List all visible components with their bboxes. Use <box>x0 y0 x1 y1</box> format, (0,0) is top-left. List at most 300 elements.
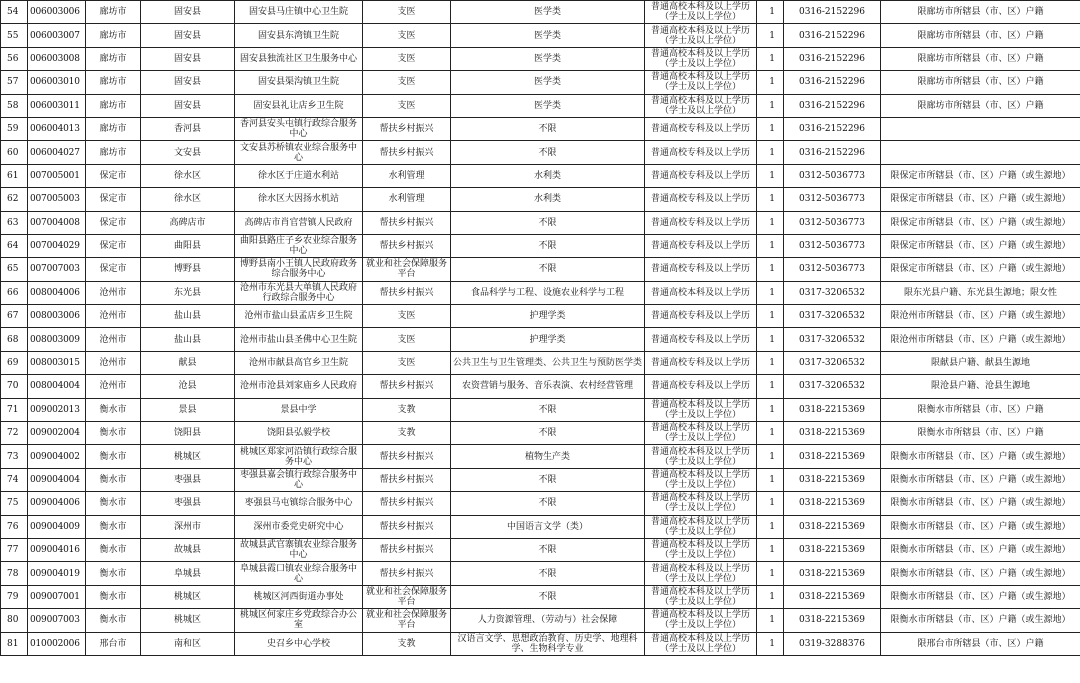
row-number: 60 <box>7 147 19 158</box>
county-cell <box>141 328 235 351</box>
headcount-cell <box>757 351 784 374</box>
eligibility-note: 限衡水市所辖县（市、区）户籍（或生源地） <box>890 568 1071 579</box>
row-number: 76 <box>7 521 19 532</box>
service-type-cell <box>363 117 451 140</box>
major-cell <box>451 492 645 515</box>
eligibility-note: 限沧州市所辖县（市、区）户籍（或生源地） <box>890 334 1071 345</box>
service-type-cell <box>363 492 451 515</box>
county: 景县 <box>178 404 197 415</box>
row-number-cell <box>1 351 28 374</box>
row-number-cell <box>1 305 28 328</box>
major-cell <box>451 538 645 561</box>
county: 献县 <box>178 358 197 369</box>
county-cell <box>141 47 235 70</box>
employer-cell <box>235 164 363 187</box>
education-requirement-cell <box>645 538 757 561</box>
service-type: 帮扶乡村振兴 <box>379 217 434 228</box>
education-requirement: 普通高校本科及以上学历（学士及以上学位） <box>650 399 750 420</box>
headcount: 1 <box>769 615 775 626</box>
contact-phone: 0317-3206532 <box>798 311 866 322</box>
employer-cell <box>235 234 363 257</box>
major-cell <box>451 351 645 374</box>
employer: 固安县渠沟镇卫生院 <box>257 77 339 88</box>
contact-phone-cell <box>784 328 881 351</box>
county-cell <box>141 24 235 47</box>
table-row <box>1 515 1080 538</box>
service-type-cell <box>363 211 451 234</box>
county-cell <box>141 281 235 304</box>
eligibility-note: 限衡水市所辖县（市、区）户籍（或生源地） <box>890 545 1071 556</box>
contact-phone-cell <box>784 94 881 117</box>
employer: 徐水区于庄道水利站 <box>257 170 339 181</box>
employer: 沧州市献县高官乡卫生院 <box>248 358 348 369</box>
employer: 景县中学 <box>280 404 317 415</box>
employer-cell <box>235 94 363 117</box>
contact-phone-cell <box>784 24 881 47</box>
service-type: 帮扶乡村振兴 <box>379 381 434 392</box>
employer: 深州市委党史研究中心 <box>253 521 344 532</box>
contact-phone-cell <box>784 422 881 445</box>
eligibility-note-cell <box>881 234 1080 257</box>
contact-phone: 0312-5036773 <box>798 217 866 228</box>
employer-cell <box>235 141 363 164</box>
position-code-cell <box>28 188 86 211</box>
row-number: 55 <box>7 30 19 41</box>
employer-cell <box>235 609 363 632</box>
city-cell <box>86 632 141 655</box>
employer-cell <box>235 258 363 281</box>
position-code-cell <box>28 538 86 561</box>
contact-phone-cell <box>784 492 881 515</box>
table-row <box>1 375 1080 398</box>
row-number-cell <box>1 609 28 632</box>
contact-phone: 0318-2215369 <box>798 568 866 579</box>
major: 不限 <box>538 498 557 509</box>
county: 枣强县 <box>173 475 201 485</box>
position-code-cell <box>28 492 86 515</box>
contact-phone: 0317-3206532 <box>798 358 866 369</box>
education-requirement-cell <box>645 398 757 421</box>
position-code-cell <box>28 351 86 374</box>
employer-cell <box>235 47 363 70</box>
education-requirement-cell <box>645 562 757 585</box>
county-cell <box>141 515 235 538</box>
education-requirement-cell <box>645 141 757 164</box>
table-body <box>1 1 1080 656</box>
row-number-cell <box>1 24 28 47</box>
contact-phone: 0316-2152296 <box>798 77 866 88</box>
headcount-cell <box>757 492 784 515</box>
contact-phone: 0316-2152296 <box>798 100 866 111</box>
city-cell <box>86 468 141 491</box>
eligibility-note-cell <box>881 24 1080 47</box>
employer-cell <box>235 398 363 421</box>
employer-cell <box>235 422 363 445</box>
eligibility-note: 限衡水市所辖县（市、区）户籍（或生源地） <box>890 615 1071 626</box>
employer: 阜城县霞口镇农业综合服务中心 <box>239 563 357 584</box>
county-cell <box>141 164 235 187</box>
contact-phone-cell <box>784 609 881 632</box>
row-number: 67 <box>7 311 19 322</box>
major-cell <box>451 94 645 117</box>
city: 衡水市 <box>99 591 127 602</box>
contact-phone-cell <box>784 234 881 257</box>
contact-phone: 0318-2215369 <box>798 475 866 485</box>
education-requirement-cell <box>645 47 757 70</box>
eligibility-note: 限廊坊市所辖县（市、区）户籍 <box>917 53 1044 64</box>
county: 阜城县 <box>173 568 201 579</box>
service-type-cell <box>363 375 451 398</box>
row-number-cell <box>1 328 28 351</box>
county-cell <box>141 71 235 94</box>
headcount-cell <box>757 375 784 398</box>
row-number: 66 <box>7 287 19 298</box>
contact-phone: 0318-2215369 <box>798 498 866 509</box>
city: 衡水市 <box>99 498 127 509</box>
education-requirement: 普通高校本科及以上学历（学士及以上学位） <box>650 586 750 607</box>
employer-cell <box>235 445 363 468</box>
city-cell <box>86 585 141 608</box>
row-number-cell <box>1 94 28 117</box>
major: 不限 <box>538 404 557 415</box>
eligibility-note: 限廊坊市所辖县（市、区）户籍 <box>917 77 1044 88</box>
employer-cell <box>235 538 363 561</box>
employer: 桃城区郑家河沿镇行政综合服务中心 <box>239 446 357 467</box>
education-requirement-cell <box>645 422 757 445</box>
position-code-cell <box>28 375 86 398</box>
city: 沧州市 <box>99 334 127 345</box>
city-cell <box>86 234 141 257</box>
eligibility-note: 限邢台市所辖县（市、区）户籍 <box>917 638 1044 649</box>
position-code: 007004008 <box>30 217 80 228</box>
service-type: 支教 <box>397 428 416 439</box>
table-row <box>1 305 1080 328</box>
eligibility-note-cell <box>881 492 1080 515</box>
contact-phone: 0317-3206532 <box>798 334 866 345</box>
county: 固安县 <box>173 30 201 41</box>
major: 医学类 <box>533 7 561 18</box>
service-type: 支教 <box>397 638 416 649</box>
eligibility-note-cell <box>881 328 1080 351</box>
row-number: 78 <box>7 568 19 579</box>
contact-phone: 0318-2215369 <box>798 591 866 602</box>
major: 不限 <box>538 475 557 485</box>
eligibility-note: 限衡水市所辖县（市、区）户籍（或生源地） <box>890 475 1071 485</box>
headcount: 1 <box>769 404 775 415</box>
education-requirement: 普通高校本科及以上学历（学士及以上学位） <box>650 633 750 654</box>
education-requirement: 普通高校本科及以上学历（学士及以上学位） <box>650 95 750 116</box>
row-number-cell <box>1 47 28 70</box>
headcount-cell <box>757 422 784 445</box>
service-type-cell <box>363 585 451 608</box>
education-requirement: 普通高校本科及以上学历（学士及以上学位） <box>650 470 750 490</box>
major: 护理学类 <box>529 311 566 322</box>
employer: 固安县独流社区卫生服务中心 <box>239 53 357 64</box>
employer: 桃城区河西街道办事处 <box>253 591 344 602</box>
table-row <box>1 117 1080 140</box>
education-requirement-cell <box>645 445 757 468</box>
education-requirement-cell <box>645 375 757 398</box>
city: 保定市 <box>99 170 127 181</box>
city-cell <box>86 94 141 117</box>
employer: 博野县南小王镇人民政府政务综合服务中心 <box>239 259 357 280</box>
major-cell <box>451 164 645 187</box>
headcount-cell <box>757 211 784 234</box>
city-cell <box>86 328 141 351</box>
headcount: 1 <box>769 381 775 392</box>
eligibility-note: 限沧县户籍、沧县生源地 <box>930 381 1030 392</box>
city: 保定市 <box>99 264 127 275</box>
position-code-cell <box>28 328 86 351</box>
row-number: 79 <box>7 591 19 602</box>
position-code-cell <box>28 281 86 304</box>
employer: 固安县马庄镇中心卫生院 <box>248 7 348 18</box>
major-cell <box>451 141 645 164</box>
education-requirement: 普通高校本科及以上学历（学士及以上学位） <box>650 48 750 69</box>
headcount-cell <box>757 468 784 491</box>
row-number-cell <box>1 141 28 164</box>
major-cell <box>451 305 645 328</box>
service-type-cell <box>363 538 451 561</box>
service-type: 支医 <box>397 7 416 18</box>
education-requirement-cell <box>645 281 757 304</box>
county-cell <box>141 468 235 491</box>
contact-phone-cell <box>784 281 881 304</box>
county: 枣强县 <box>173 498 201 509</box>
service-type-cell <box>363 562 451 585</box>
education-requirement: 普通高校本科及以上学历（学士及以上学位） <box>650 493 750 514</box>
contact-phone: 0318-2215369 <box>798 521 866 532</box>
education-requirement-cell <box>645 515 757 538</box>
service-type: 帮扶乡村振兴 <box>379 521 434 532</box>
employer-cell <box>235 71 363 94</box>
contact-phone: 0318-2215369 <box>798 615 866 626</box>
headcount-cell <box>757 94 784 117</box>
major: 植物生产类 <box>524 451 570 462</box>
service-type: 帮扶乡村振兴 <box>379 147 434 158</box>
contact-phone-cell <box>784 398 881 421</box>
table-row <box>1 24 1080 47</box>
major: 医学类 <box>533 30 561 41</box>
city-cell <box>86 1 141 24</box>
table-row <box>1 71 1080 94</box>
position-code: 008003015 <box>30 358 80 369</box>
employer-cell <box>235 1 363 24</box>
headcount-cell <box>757 328 784 351</box>
position-code-cell <box>28 305 86 328</box>
city: 衡水市 <box>99 545 127 556</box>
headcount: 1 <box>769 147 775 158</box>
major-cell <box>451 445 645 468</box>
position-code: 006003007 <box>30 30 80 41</box>
major: 食品科学与工程、设施农业科学与工程 <box>470 287 624 298</box>
city: 廊坊市 <box>99 30 127 41</box>
position-code: 006003006 <box>30 7 80 18</box>
employer-cell <box>235 351 363 374</box>
major-cell <box>451 585 645 608</box>
service-type-cell <box>363 71 451 94</box>
eligibility-note: 限廊坊市所辖县（市、区）户籍 <box>917 7 1044 18</box>
row-number-cell <box>1 515 28 538</box>
major-cell <box>451 258 645 281</box>
table-row <box>1 94 1080 117</box>
city: 衡水市 <box>99 451 127 462</box>
city: 衡水市 <box>99 428 127 439</box>
contact-phone-cell <box>784 211 881 234</box>
county: 固安县 <box>173 7 201 18</box>
county: 固安县 <box>173 100 201 111</box>
education-requirement-cell <box>645 258 757 281</box>
education-requirement: 普通高校专科及以上学历 <box>650 147 750 158</box>
county: 桃城区 <box>173 591 201 602</box>
service-type-cell <box>363 445 451 468</box>
employer: 饶阳县弘毅学校 <box>266 428 330 439</box>
service-type: 支医 <box>397 358 416 369</box>
contact-phone: 0312-5036773 <box>798 170 866 181</box>
major-cell <box>451 71 645 94</box>
employer-cell <box>235 281 363 304</box>
county: 博野县 <box>173 264 201 275</box>
education-requirement-cell <box>645 585 757 608</box>
service-type: 水利管理 <box>388 194 425 205</box>
position-code-cell <box>28 141 86 164</box>
service-type: 支医 <box>397 100 416 111</box>
major: 不限 <box>538 568 557 579</box>
contact-phone-cell <box>784 468 881 491</box>
employer-cell <box>235 375 363 398</box>
row-number-cell <box>1 188 28 211</box>
service-type: 水利管理 <box>388 170 425 181</box>
service-type: 帮扶乡村振兴 <box>379 241 434 252</box>
education-requirement: 普通高校专科及以上学历 <box>650 334 750 345</box>
contact-phone-cell <box>784 188 881 211</box>
contact-phone: 0317-3206532 <box>798 381 866 392</box>
table-row <box>1 47 1080 70</box>
position-code: 006004013 <box>30 124 80 135</box>
eligibility-note-cell <box>881 375 1080 398</box>
service-type-cell <box>363 422 451 445</box>
headcount-cell <box>757 24 784 47</box>
employer: 香河县安头屯镇行政综合服务中心 <box>239 119 357 140</box>
education-requirement: 普通高校本科及以上学历（学士及以上学位） <box>650 610 750 631</box>
row-number-cell <box>1 398 28 421</box>
major: 医学类 <box>533 53 561 64</box>
education-requirement: 普通高校专科及以上学历 <box>650 381 750 392</box>
headcount: 1 <box>769 194 775 205</box>
education-requirement-cell <box>645 468 757 491</box>
county-cell <box>141 538 235 561</box>
city: 保定市 <box>99 217 127 228</box>
position-code: 006004027 <box>30 147 80 158</box>
major: 汉语言文学、思想政治教育、历史学、地理科学、生物科学专业 <box>457 633 638 654</box>
position-code-cell <box>28 47 86 70</box>
county: 沧县 <box>178 381 197 392</box>
headcount-cell <box>757 281 784 304</box>
headcount: 1 <box>769 358 775 369</box>
service-type-cell <box>363 1 451 24</box>
city: 衡水市 <box>99 521 127 532</box>
major-cell <box>451 328 645 351</box>
eligibility-note-cell <box>881 585 1080 608</box>
row-number: 59 <box>7 124 19 135</box>
county-cell <box>141 632 235 655</box>
service-type: 帮扶乡村振兴 <box>379 475 434 485</box>
headcount-cell <box>757 538 784 561</box>
row-number: 80 <box>7 615 19 626</box>
service-type: 支医 <box>397 77 416 88</box>
headcount: 1 <box>769 334 775 345</box>
contact-phone: 0318-2215369 <box>798 451 866 462</box>
position-code: 009002013 <box>30 404 80 415</box>
headcount: 1 <box>769 7 775 18</box>
county: 桃城区 <box>173 615 201 626</box>
county: 香河县 <box>173 124 201 135</box>
city: 邢台市 <box>99 638 127 649</box>
service-type-cell <box>363 24 451 47</box>
position-code-cell <box>28 164 86 187</box>
headcount: 1 <box>769 264 775 275</box>
contact-phone-cell <box>784 117 881 140</box>
city-cell <box>86 24 141 47</box>
contact-phone: 0316-2152296 <box>798 147 866 158</box>
service-type-cell <box>363 188 451 211</box>
headcount: 1 <box>769 521 775 532</box>
major-cell <box>451 422 645 445</box>
row-number-cell <box>1 585 28 608</box>
city-cell <box>86 445 141 468</box>
major: 水利类 <box>533 170 561 181</box>
row-number: 71 <box>7 404 19 415</box>
position-code-cell <box>28 1 86 24</box>
education-requirement: 普通高校本科及以上学历（学士及以上学位） <box>650 540 750 561</box>
position-code: 006003008 <box>30 53 80 64</box>
county: 故城县 <box>173 545 201 556</box>
table-row <box>1 562 1080 585</box>
contact-phone-cell <box>784 305 881 328</box>
employer-cell <box>235 117 363 140</box>
headcount: 1 <box>769 100 775 111</box>
contact-phone: 0316-2152296 <box>798 53 866 64</box>
county: 曲阳县 <box>173 241 201 252</box>
position-code-cell <box>28 24 86 47</box>
education-requirement: 普通高校专科及以上学历 <box>650 358 750 369</box>
headcount-cell <box>757 1 784 24</box>
position-code: 009004006 <box>30 498 80 509</box>
county-cell <box>141 188 235 211</box>
major: 农资营销与服务、音乐表演、农村经营管理 <box>461 381 633 392</box>
headcount: 1 <box>769 545 775 556</box>
position-code: 009004019 <box>30 568 80 579</box>
headcount-cell <box>757 164 784 187</box>
eligibility-note-cell <box>881 71 1080 94</box>
major-cell <box>451 515 645 538</box>
headcount: 1 <box>769 77 775 88</box>
city-cell <box>86 492 141 515</box>
eligibility-note: 限保定市所辖县（市、区）户籍（或生源地） <box>890 217 1071 228</box>
contact-phone: 0318-2215369 <box>798 404 866 415</box>
headcount-cell <box>757 188 784 211</box>
eligibility-note: 限献县户籍、献县生源地 <box>930 358 1030 369</box>
position-code: 009004016 <box>30 545 80 556</box>
position-code-cell <box>28 445 86 468</box>
major-cell <box>451 468 645 491</box>
position-code: 008003009 <box>30 334 80 345</box>
eligibility-note-cell <box>881 351 1080 374</box>
position-code: 009004002 <box>30 451 80 462</box>
city: 廊坊市 <box>99 77 127 88</box>
row-number: 57 <box>7 77 19 88</box>
employer-cell <box>235 585 363 608</box>
